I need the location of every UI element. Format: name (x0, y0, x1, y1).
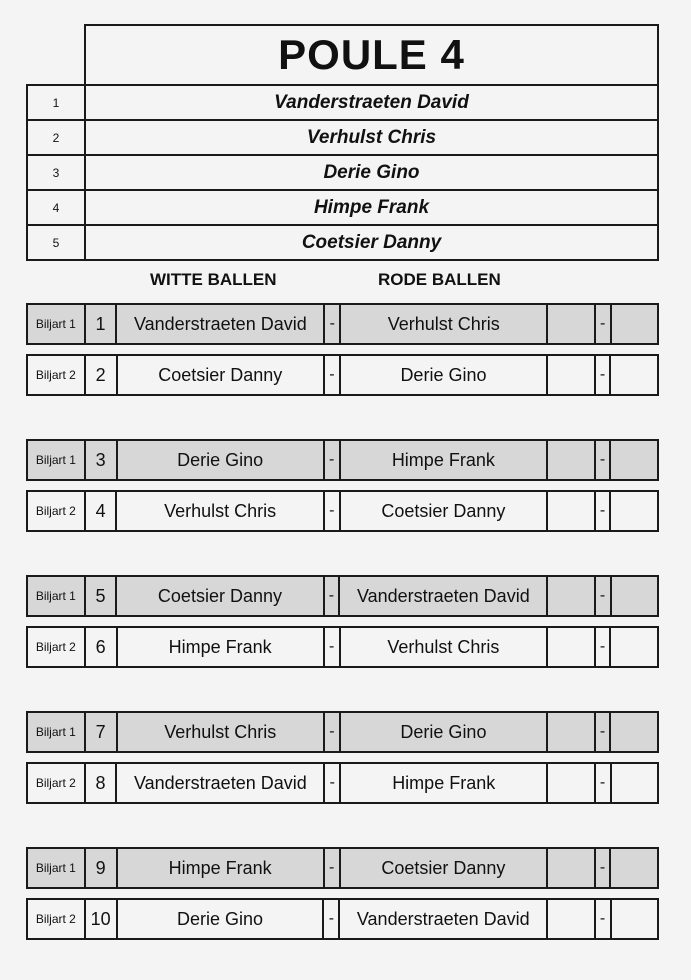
match-row (26, 575, 659, 617)
match-number: 10 (85, 899, 117, 939)
white-player: Verhulst Chris (117, 712, 324, 752)
dash: - (323, 899, 339, 939)
match-number: 1 (85, 304, 117, 344)
dash: - (324, 355, 340, 395)
dash: - (595, 627, 611, 667)
billiard-table-label: Biljart 1 (27, 304, 85, 344)
match-number: 3 (85, 440, 117, 480)
match-row (26, 490, 659, 532)
match-row (26, 439, 659, 481)
dash: - (324, 440, 340, 480)
dash: - (595, 304, 611, 344)
match-row (26, 711, 659, 753)
score-cell (547, 848, 594, 888)
score-cell (547, 576, 594, 616)
dash: - (324, 576, 340, 616)
player-name: Himpe Frank (85, 190, 658, 225)
white-player: Coetsier Danny (116, 576, 323, 616)
billiard-table-label: Biljart 1 (27, 576, 85, 616)
player-number: 5 (27, 225, 85, 260)
players-table (26, 24, 659, 261)
dash: - (595, 712, 611, 752)
dash: - (595, 355, 611, 395)
score-cell (547, 712, 595, 752)
red-player: Himpe Frank (340, 763, 547, 803)
player-row (27, 155, 658, 190)
match-number: 2 (85, 355, 117, 395)
billiard-table-label: Biljart 1 (27, 712, 85, 752)
player-number: 4 (27, 190, 85, 225)
dash: - (595, 576, 611, 616)
red-player: Verhulst Chris (340, 304, 547, 344)
dash: - (324, 763, 340, 803)
dash: - (324, 491, 340, 531)
white-player: Verhulst Chris (116, 491, 323, 531)
billiard-table-label: Biljart 2 (27, 491, 85, 531)
white-player: Vanderstraeten David (116, 763, 324, 803)
match-number: 8 (85, 763, 117, 803)
header-white-balls: WITTE BALLEN (150, 270, 277, 289)
red-player: Derie Gino (340, 355, 547, 395)
score-cell (610, 848, 658, 888)
match-row (26, 762, 659, 804)
dash: - (595, 491, 611, 531)
player-number: 2 (27, 120, 85, 155)
score-cell (610, 712, 658, 752)
white-player: Derie Gino (117, 440, 324, 480)
score-cell (611, 304, 658, 344)
player-row (27, 225, 658, 260)
match-number: 9 (85, 848, 117, 888)
blank-corner (27, 25, 85, 85)
white-player: Derie Gino (117, 899, 324, 939)
player-name: Derie Gino (85, 155, 658, 190)
billiard-table-label: Biljart 1 (27, 440, 85, 480)
score-cell (610, 440, 658, 480)
dash: - (324, 304, 340, 344)
player-row (27, 85, 658, 120)
match-row (26, 847, 659, 889)
billiard-table-label: Biljart 2 (27, 627, 85, 667)
poule-title: POULE 4 (85, 25, 658, 85)
red-player: Vanderstraeten David (339, 899, 547, 939)
dash: - (595, 848, 611, 888)
score-cell (547, 627, 594, 667)
score-cell (547, 899, 594, 939)
red-player: Vanderstraeten David (339, 576, 547, 616)
billiard-table-label: Biljart 2 (27, 763, 85, 803)
dash: - (595, 440, 611, 480)
score-cell (610, 355, 658, 395)
score-cell (610, 627, 658, 667)
title-row (27, 25, 658, 85)
white-player: Himpe Frank (117, 848, 324, 888)
red-player: Himpe Frank (340, 440, 547, 480)
white-player: Vanderstraeten David (116, 304, 324, 344)
billiard-table-label: Biljart 2 (27, 355, 85, 395)
score-cell (547, 304, 594, 344)
white-player: Himpe Frank (117, 627, 324, 667)
score-cell (547, 355, 595, 395)
dash: - (324, 848, 340, 888)
match-row (26, 898, 659, 940)
red-player: Coetsier Danny (340, 848, 547, 888)
match-number: 5 (85, 576, 117, 616)
dash: - (324, 712, 340, 752)
player-number: 1 (27, 85, 85, 120)
match-row (26, 303, 659, 345)
match-number: 7 (85, 712, 117, 752)
match-number: 4 (85, 491, 117, 531)
billiard-table-label: Biljart 2 (27, 899, 85, 939)
billiard-table-label: Biljart 1 (27, 848, 85, 888)
match-number: 6 (85, 627, 117, 667)
match-row (26, 626, 659, 668)
player-row (27, 190, 658, 225)
red-player: Verhulst Chris (340, 627, 547, 667)
score-cell (547, 491, 594, 531)
player-name: Vanderstraeten David (85, 85, 658, 120)
score-cell (611, 899, 658, 939)
score-cell (547, 763, 594, 803)
score-cell (547, 440, 595, 480)
player-name: Coetsier Danny (85, 225, 658, 260)
score-cell (611, 763, 658, 803)
dash: - (324, 627, 340, 667)
match-row (26, 354, 659, 396)
red-player: Coetsier Danny (340, 491, 547, 531)
header-red-balls: RODE BALLEN (378, 270, 501, 289)
score-cell (610, 491, 658, 531)
player-row (27, 120, 658, 155)
red-player: Derie Gino (340, 712, 547, 752)
dash: - (595, 763, 611, 803)
white-player: Coetsier Danny (117, 355, 324, 395)
player-number: 3 (27, 155, 85, 190)
player-name: Verhulst Chris (85, 120, 658, 155)
score-cell (611, 576, 658, 616)
dash: - (595, 899, 611, 939)
